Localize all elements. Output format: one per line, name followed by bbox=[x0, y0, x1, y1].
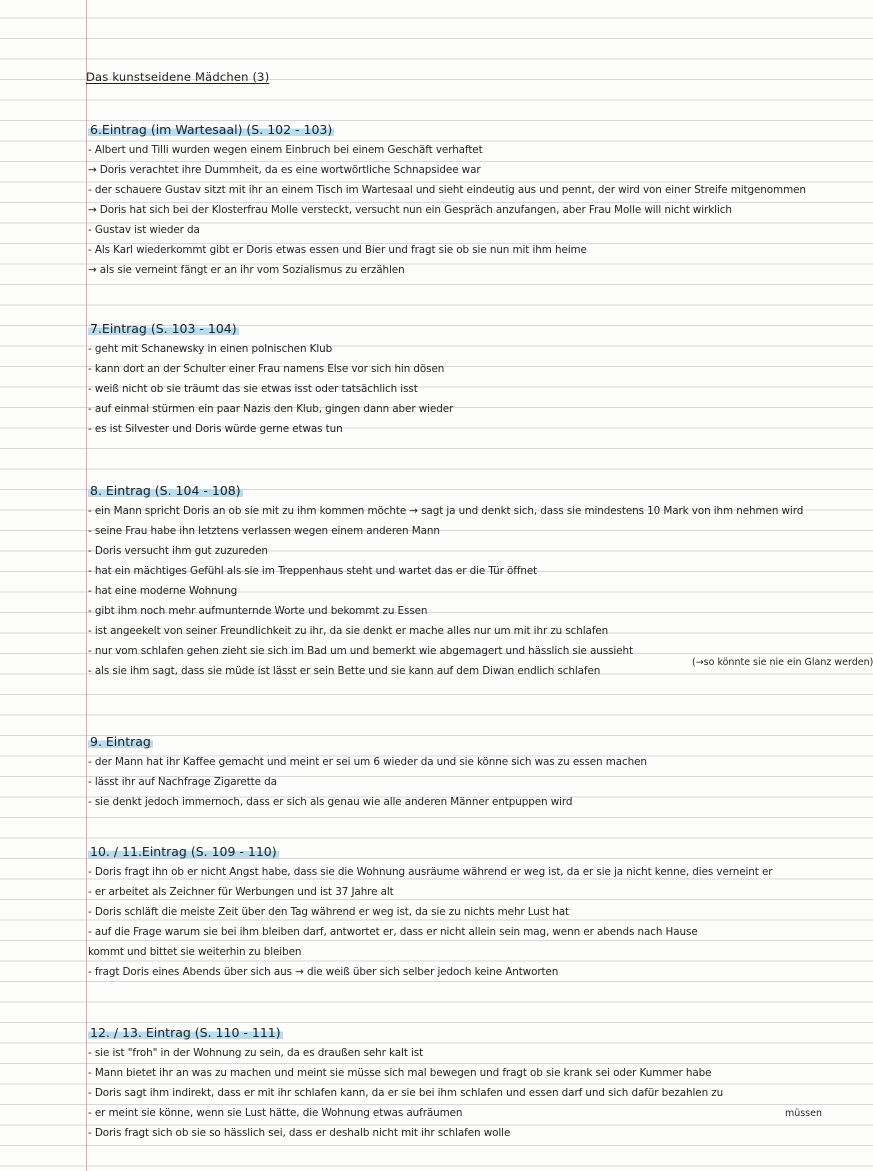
note-line: → Doris hat sich bei der Klosterfrau Molle versteckt, versucht nun ein Gespräch anzufangen, aber Frau Molle will nicht wirklich bbox=[88, 204, 732, 216]
entry-heading-text: 7.Eintrag (S. 103 - 104) bbox=[90, 321, 237, 336]
note-line: - weiß nicht ob sie träumt das sie etwas isst oder tatsächlich isst bbox=[88, 383, 418, 395]
entry-heading bbox=[88, 842, 826, 862]
note-line: - der schauere Gustav sitzt mit ihr an einem Tisch im Wartesaal und sieht eindeutig aus und pennt, der wird von einer Streife mitgenommen bbox=[88, 184, 806, 196]
note-line: - auf die Frage warum sie bei ihm bleiben darf, antwortet er, dass er nicht allein sein mag, wenn er abends nach Hause bbox=[88, 926, 698, 938]
note-line: - der Mann hat ihr Kaffee gemacht und meint er sei um 6 wieder da und sie könne sich was zu essen machen bbox=[88, 756, 647, 768]
note-line: - Doris fragt sich ob sie so hässlich sei, dass er deshalb nicht mit ihr schlafen wolle bbox=[88, 1127, 511, 1139]
note-line: - nur vom schlafen gehen zieht sie sich im Bad um und bemerkt wie abgemagert und hässlich sie aussieht bbox=[88, 645, 633, 657]
note-line: - Doris sagt ihm indirekt, dass er mit ihr schlafen kann, da er sie bei ihm schlafen und essen darf und sich dafür bezahlen zu bbox=[88, 1087, 724, 1099]
note-line: → Doris verachtet ihre Dummheit, da es eine wortwörtliche Schnapsidee war bbox=[88, 164, 481, 176]
entry-10-11 bbox=[88, 842, 826, 982]
note-line: - es ist Silvester und Doris würde gerne etwas tun bbox=[88, 423, 343, 435]
entry-heading-text: 12. / 13. Eintrag (S. 110 - 111) bbox=[90, 1025, 281, 1040]
note-line: - Gustav ist wieder da bbox=[88, 224, 200, 236]
note-line: kommt und bittet sie weiterhin zu bleiben bbox=[88, 946, 302, 958]
page-title: Das kunstseidene Mädchen (3) bbox=[86, 70, 270, 84]
margin-line bbox=[86, 0, 87, 1171]
note-line: - Doris schläft die meiste Zeit über den Tag während er weg ist, da sie zu nichts mehr Lust hat bbox=[88, 906, 570, 918]
entry-8 bbox=[88, 481, 873, 681]
entry-heading bbox=[88, 319, 826, 339]
note-line: - gibt ihm noch mehr aufmunternde Worte und bekommt zu Essen bbox=[88, 605, 428, 617]
entry-6 bbox=[88, 120, 826, 280]
note-line: - hat eine moderne Wohnung bbox=[88, 585, 238, 597]
entry-7 bbox=[88, 319, 826, 439]
note-line: - sie denkt jedoch immernoch, dass er sich als genau wie alle anderen Männer entpuppen wird bbox=[88, 796, 573, 808]
entry-12-13 bbox=[88, 1023, 826, 1143]
note-line: - hat ein mächtiges Gefühl als sie im Treppenhaus steht und wartet das er die Tür öffnet bbox=[88, 565, 538, 577]
note-line: - fragt Doris eines Abends über sich aus → die weiß über sich selber jedoch keine Antworten bbox=[88, 966, 559, 978]
note-line: - Als Karl wiederkommt gibt er Doris etwas essen und Bier und fragt sie ob sie nun mit ihm heime bbox=[88, 244, 587, 256]
side-note: (→so könnte sie nie ein Glanz werden) bbox=[692, 657, 873, 668]
note-line: - als sie ihm sagt, dass sie müde ist lässt er sein Bette und sie kann auf dem Diwan endlich schlafen bbox=[88, 665, 601, 677]
note-line: - Albert und Tilli wurden wegen einem Einbruch bei einem Geschäft verhaftet bbox=[88, 144, 483, 156]
entry-heading bbox=[88, 732, 826, 752]
entry-heading bbox=[88, 481, 826, 501]
note-line: - kann dort an der Schulter einer Frau namens Else vor sich hin dösen bbox=[88, 363, 445, 375]
entry-heading bbox=[88, 120, 826, 140]
note-line: - seine Frau habe ihn letztens verlassen wegen einem anderen Mann bbox=[88, 525, 440, 537]
note-line: - sie ist "froh" in der Wohnung zu sein, da es draußen sehr kalt ist bbox=[88, 1047, 424, 1059]
note-line: - Mann bietet ihr an was zu machen und meint sie müsse sich mal bewegen und fragt ob sie krank sei oder Kummer habe bbox=[88, 1067, 712, 1079]
note-line: - er arbeitet als Zeichner für Werbungen und ist 37 Jahre alt bbox=[88, 886, 394, 898]
entry-9 bbox=[88, 732, 826, 812]
note-line: - ist angeekelt von seiner Freundlichkeit zu ihr, da sie denkt er mache alles nur um mit ihr zu schlafen bbox=[88, 625, 609, 637]
side-note: müssen bbox=[784, 1108, 822, 1119]
note-line: - auf einmal stürmen ein paar Nazis den Klub, gingen dann aber wieder bbox=[88, 403, 454, 415]
entry-heading-text: 6.Eintrag (im Wartesaal) (S. 102 - 103) bbox=[90, 122, 333, 137]
note-line: - er meint sie könne, wenn sie Lust hätte, die Wohnung etwas aufräumen bbox=[88, 1107, 463, 1119]
entry-heading bbox=[88, 1023, 826, 1043]
note-line: - ein Mann spricht Doris an ob sie mit zu ihm kommen möchte → sagt ja und denkt sich, dass sie mindestens 10 Mark von ihm nehmen wird bbox=[88, 505, 804, 517]
note-line: → als sie verneint fängt er an ihr vom Sozialismus zu erzählen bbox=[88, 264, 405, 276]
entry-heading-text: 8. Eintrag (S. 104 - 108) bbox=[90, 483, 241, 498]
entry-heading-text: 10. / 11.Eintrag (S. 109 - 110) bbox=[90, 844, 277, 859]
entry-heading-text: 9. Eintrag bbox=[90, 734, 151, 749]
note-line: - Doris fragt ihn ob er nicht Angst habe, dass sie die Wohnung ausräume während er weg ist, da er sie ja nicht kenne, dies verneint er bbox=[88, 866, 773, 878]
note-line: - lässt ihr auf Nachfrage Zigarette da bbox=[88, 776, 277, 788]
note-line: - geht mit Schanewsky in einen polnischen Klub bbox=[88, 343, 333, 355]
note-line: - Doris versucht ihm gut zuzureden bbox=[88, 545, 268, 557]
